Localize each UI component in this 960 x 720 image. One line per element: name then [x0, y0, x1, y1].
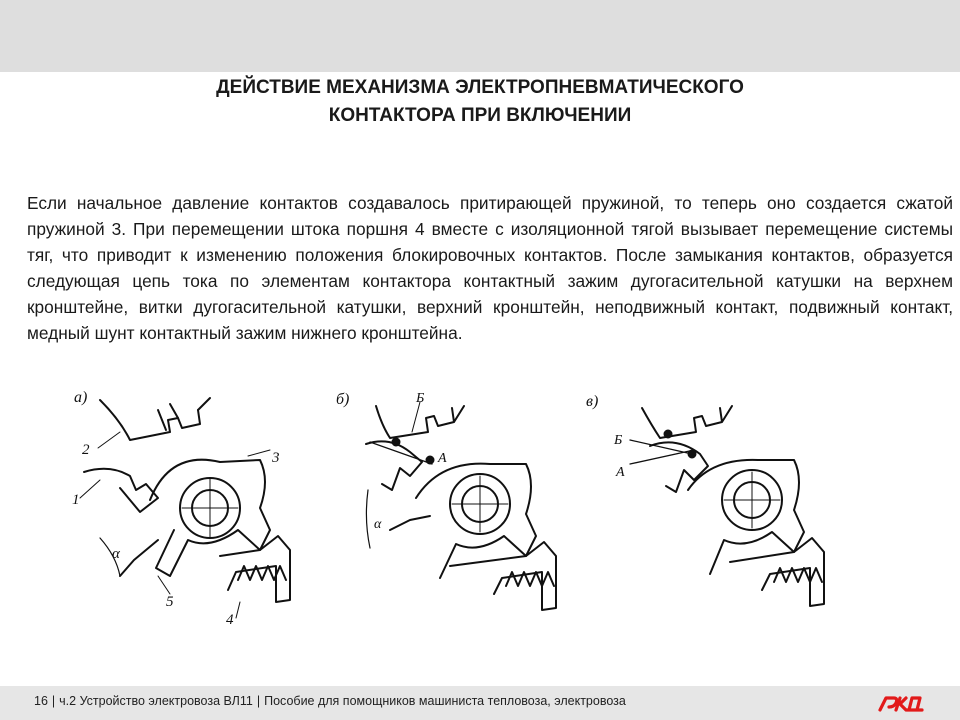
diagram-panel-c [586, 393, 824, 606]
panel-b-label: б) [336, 391, 350, 408]
footer-text: 16 | ч.2 Устройство электровоза ВЛ11 | Пособие для помощников машиниста тепловоза, электровоза [34, 694, 626, 708]
panel-a-callout-3: 3 [272, 450, 280, 466]
rzd-logo [876, 690, 924, 716]
diagram-panel-a [72, 389, 290, 628]
panel-b-callout-A: А [438, 451, 447, 466]
panel-a-label: а) [74, 389, 88, 406]
diagram-panel-b [336, 391, 556, 610]
panel-b-callout-alpha: α [374, 517, 382, 532]
contactor-diagram [60, 380, 880, 640]
panel-b-callout-B: Б [416, 391, 425, 406]
footer-page-number: 16 [34, 694, 48, 708]
panel-a-callout-4: 4 [226, 612, 234, 628]
footer-part: ч.2 Устройство электровоза ВЛ11 [59, 694, 253, 708]
panel-c-callout-A: А [616, 465, 625, 480]
panel-a-callout-alpha: α [112, 546, 120, 562]
slide-title-line1: ДЕЙСТВИЕ МЕХАНИЗМА ЭЛЕКТРОПНЕВМАТИЧЕСКОГО [216, 77, 744, 98]
footer-manual: Пособие для помощников машиниста тепловоза, электровоза [264, 694, 626, 708]
slide-title-line2: КОНТАКТОРА ПРИ ВКЛЮЧЕНИИ [328, 105, 632, 126]
slide-body-text: Если начальное давление контактов создавалось притирающей пружиной, то теперь оно создается сжатой пружиной 3. При перемещении штока поршня 4 вместе с изоляционной тягой вызывает перемещение системы тяг, что приводит к изменению положения блокировочных контактов. После замыкания контактов, образуется следующая цепь тока по элементам контактора контактный зажим дугогасительной катушки на верхнем кронштейне, витки дугогасительной катушки, верхний кронштейн, неподвижный контакт, подвижный контакт, медный шунт контактный зажим нижнего кронштейна. [27, 193, 953, 343]
panel-c-label: в) [586, 393, 599, 410]
panel-a-callout-5: 5 [166, 594, 174, 610]
panel-a-callout-2: 2 [82, 442, 90, 458]
header-band [0, 0, 960, 72]
slide-title [60, 74, 900, 130]
panel-c-callout-B: Б [614, 433, 623, 448]
panel-a-callout-1: 1 [72, 492, 80, 508]
